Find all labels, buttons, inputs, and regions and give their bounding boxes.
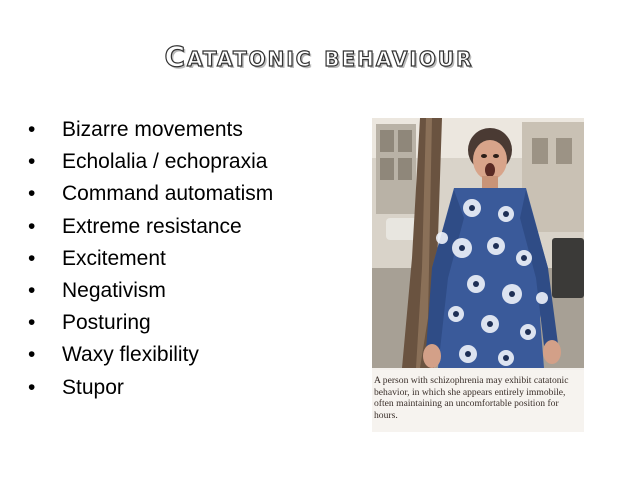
photo-caption: A person with schizophrenia may exhibit catatonic behavior, in which she appears entirely immobile, often maintaining an uncomfortable position for hours. xyxy=(374,375,569,421)
slide-title: Catatonic behaviour xyxy=(164,40,474,73)
bullet-icon: • xyxy=(28,150,36,174)
bullet-item: • Extreme resistance xyxy=(28,211,273,243)
bullet-item: • Bizarre movements xyxy=(28,114,273,146)
bullet-icon: • xyxy=(28,375,36,399)
bullet-icon: • xyxy=(28,246,36,270)
bullet-icon: • xyxy=(28,214,36,238)
bullet-list xyxy=(28,114,273,404)
bullet-item: • Command automatism xyxy=(28,178,273,210)
bullet-icon: • xyxy=(28,343,36,367)
bullet-item: • Posturing xyxy=(28,307,273,339)
bullet-item: • Echolalia / echopraxia xyxy=(28,146,273,178)
bullet-icon: • xyxy=(28,311,36,335)
bullet-icon: • xyxy=(28,279,36,303)
bullet-item: • Stupor xyxy=(28,372,273,404)
bullet-icon: • xyxy=(28,118,36,141)
bullet-item: • Excitement xyxy=(28,243,273,275)
bullet-item: • Negativism xyxy=(28,275,273,307)
bullet-item: • Waxy flexibility xyxy=(28,339,273,371)
bullet-icon: • xyxy=(28,182,36,206)
